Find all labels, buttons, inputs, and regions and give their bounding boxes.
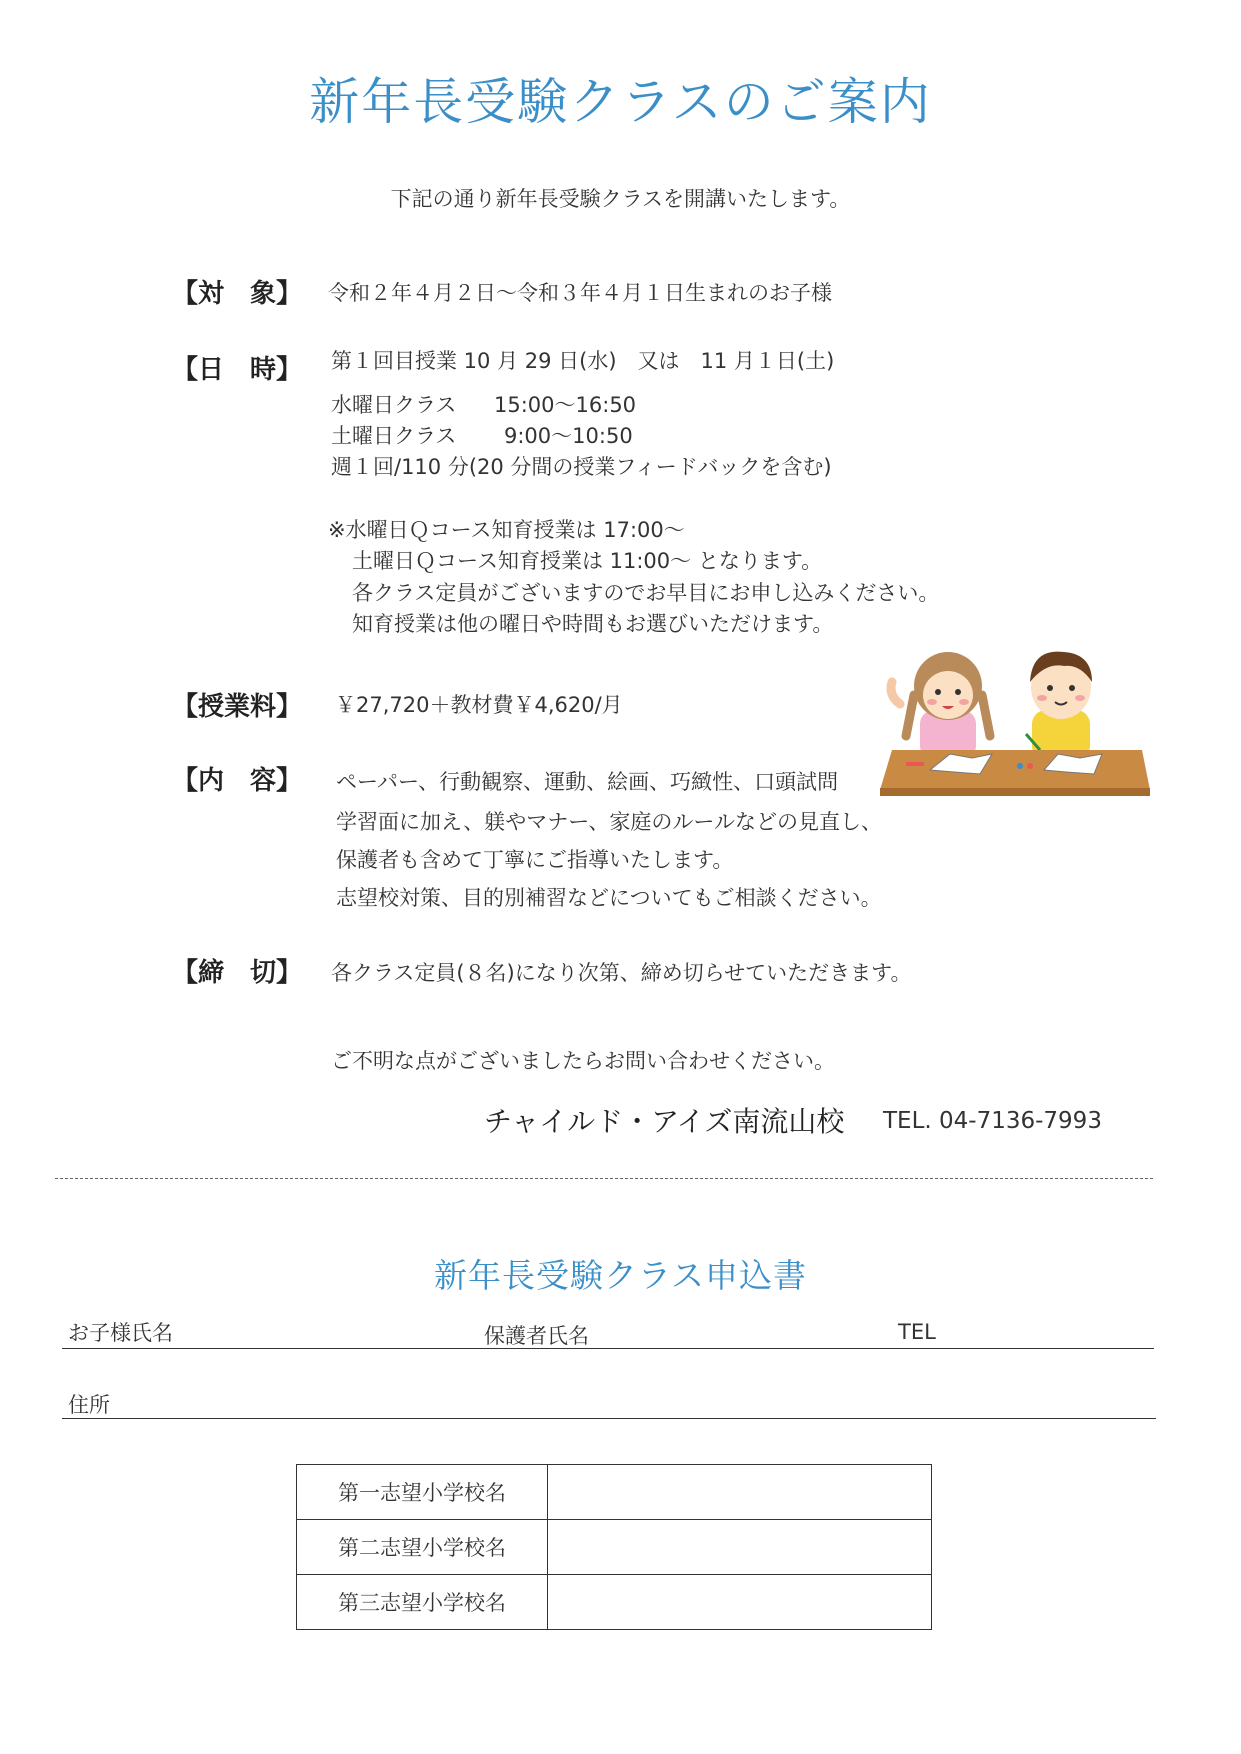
sat-class-name: 土曜日クラス: [331, 424, 457, 448]
choice-3-field[interactable]: [548, 1575, 932, 1630]
page-title: 新年長受験クラスのご案内: [309, 73, 932, 131]
content-line-1: ペーパー、行動観察、運動、絵画、巧緻性、口頭試問: [336, 770, 839, 794]
content-label: 【内 容】: [172, 766, 303, 796]
choice-1-field[interactable]: [548, 1465, 932, 1520]
table-row: [297, 1520, 932, 1575]
choice-2-label: 第二志望小学校名: [297, 1520, 548, 1575]
choice-1-label: 第一志望小学校名: [297, 1465, 548, 1520]
deadline-label: 【締 切】: [172, 958, 303, 988]
guardian-name-label: 保護者氏名: [484, 1324, 589, 1348]
tel-label: TEL: [898, 1320, 936, 1344]
child-name-label: お子様氏名: [68, 1321, 173, 1345]
sat-class-time: 9:00～10:50: [504, 424, 633, 448]
girl-figure: [891, 652, 990, 760]
children-studying-illustration: [880, 640, 1150, 800]
table-row: [297, 1465, 932, 1520]
content-line-2: 学習面に加え、躾やマナー、家庭のルールなどの見直し、: [336, 810, 882, 834]
note-line-1: ※水曜日Ｑコース知育授業は 17:00～: [328, 518, 685, 542]
table-row: [297, 1575, 932, 1630]
form-title: 新年長受験クラス申込書: [433, 1256, 807, 1295]
note-line-2: 土曜日Ｑコース知育授業は 11:00～ となります。: [352, 549, 823, 573]
address-label: 住所: [68, 1393, 110, 1417]
content-line-3: 保護者も含めて丁寧にご指導いたします。: [336, 848, 734, 872]
cut-line: [55, 1178, 1153, 1179]
boy-figure: [1026, 652, 1092, 760]
first-class-date: 第１回目授業 10 月 29 日(水) 又は 11 月１日(土): [331, 349, 835, 373]
weekly-info: 週１回/110 分(20 分間の授業フィードバックを含む): [331, 455, 832, 479]
wed-class-time: 15:00～16:50: [494, 393, 637, 417]
choice-3-label: 第三志望小学校名: [297, 1575, 548, 1630]
address-field-underline[interactable]: [62, 1418, 1156, 1419]
deadline-text: 各クラス定員(８名)になり次第、締め切らせていただきます。: [331, 961, 912, 985]
note-line-4: 知育授業は他の曜日や時間もお選びいただけます。: [352, 612, 834, 636]
wed-class-name: 水曜日クラス: [331, 393, 457, 417]
school-tel: TEL. 04-7136-7993: [883, 1108, 1102, 1134]
inquiry-text: ご不明な点がございましたらお問い合わせください。: [331, 1049, 835, 1073]
note-line-3: 各クラス定員がございますのでお早目にお申し込みください。: [352, 581, 940, 605]
school-name: チャイルド・アイズ南流山校: [484, 1105, 845, 1138]
target-label: 【対 象】: [172, 279, 303, 309]
choice-2-field[interactable]: [548, 1520, 932, 1575]
intro-text: 下記の通り新年長受験クラスを開講いたします。: [390, 187, 851, 211]
school-choices-table: [296, 1464, 932, 1630]
name-field-underline[interactable]: [62, 1348, 1154, 1349]
fee-label: 【授業料】: [172, 692, 303, 722]
fee-text: ￥27,720＋教材費￥4,620/月: [335, 693, 623, 717]
target-text: 令和２年４月２日～令和３年４月１日生まれのお子様: [328, 281, 832, 305]
datetime-label: 【日 時】: [172, 355, 303, 385]
content-line-4: 志望校対策、目的別補習などについてもご相談ください。: [336, 886, 882, 910]
